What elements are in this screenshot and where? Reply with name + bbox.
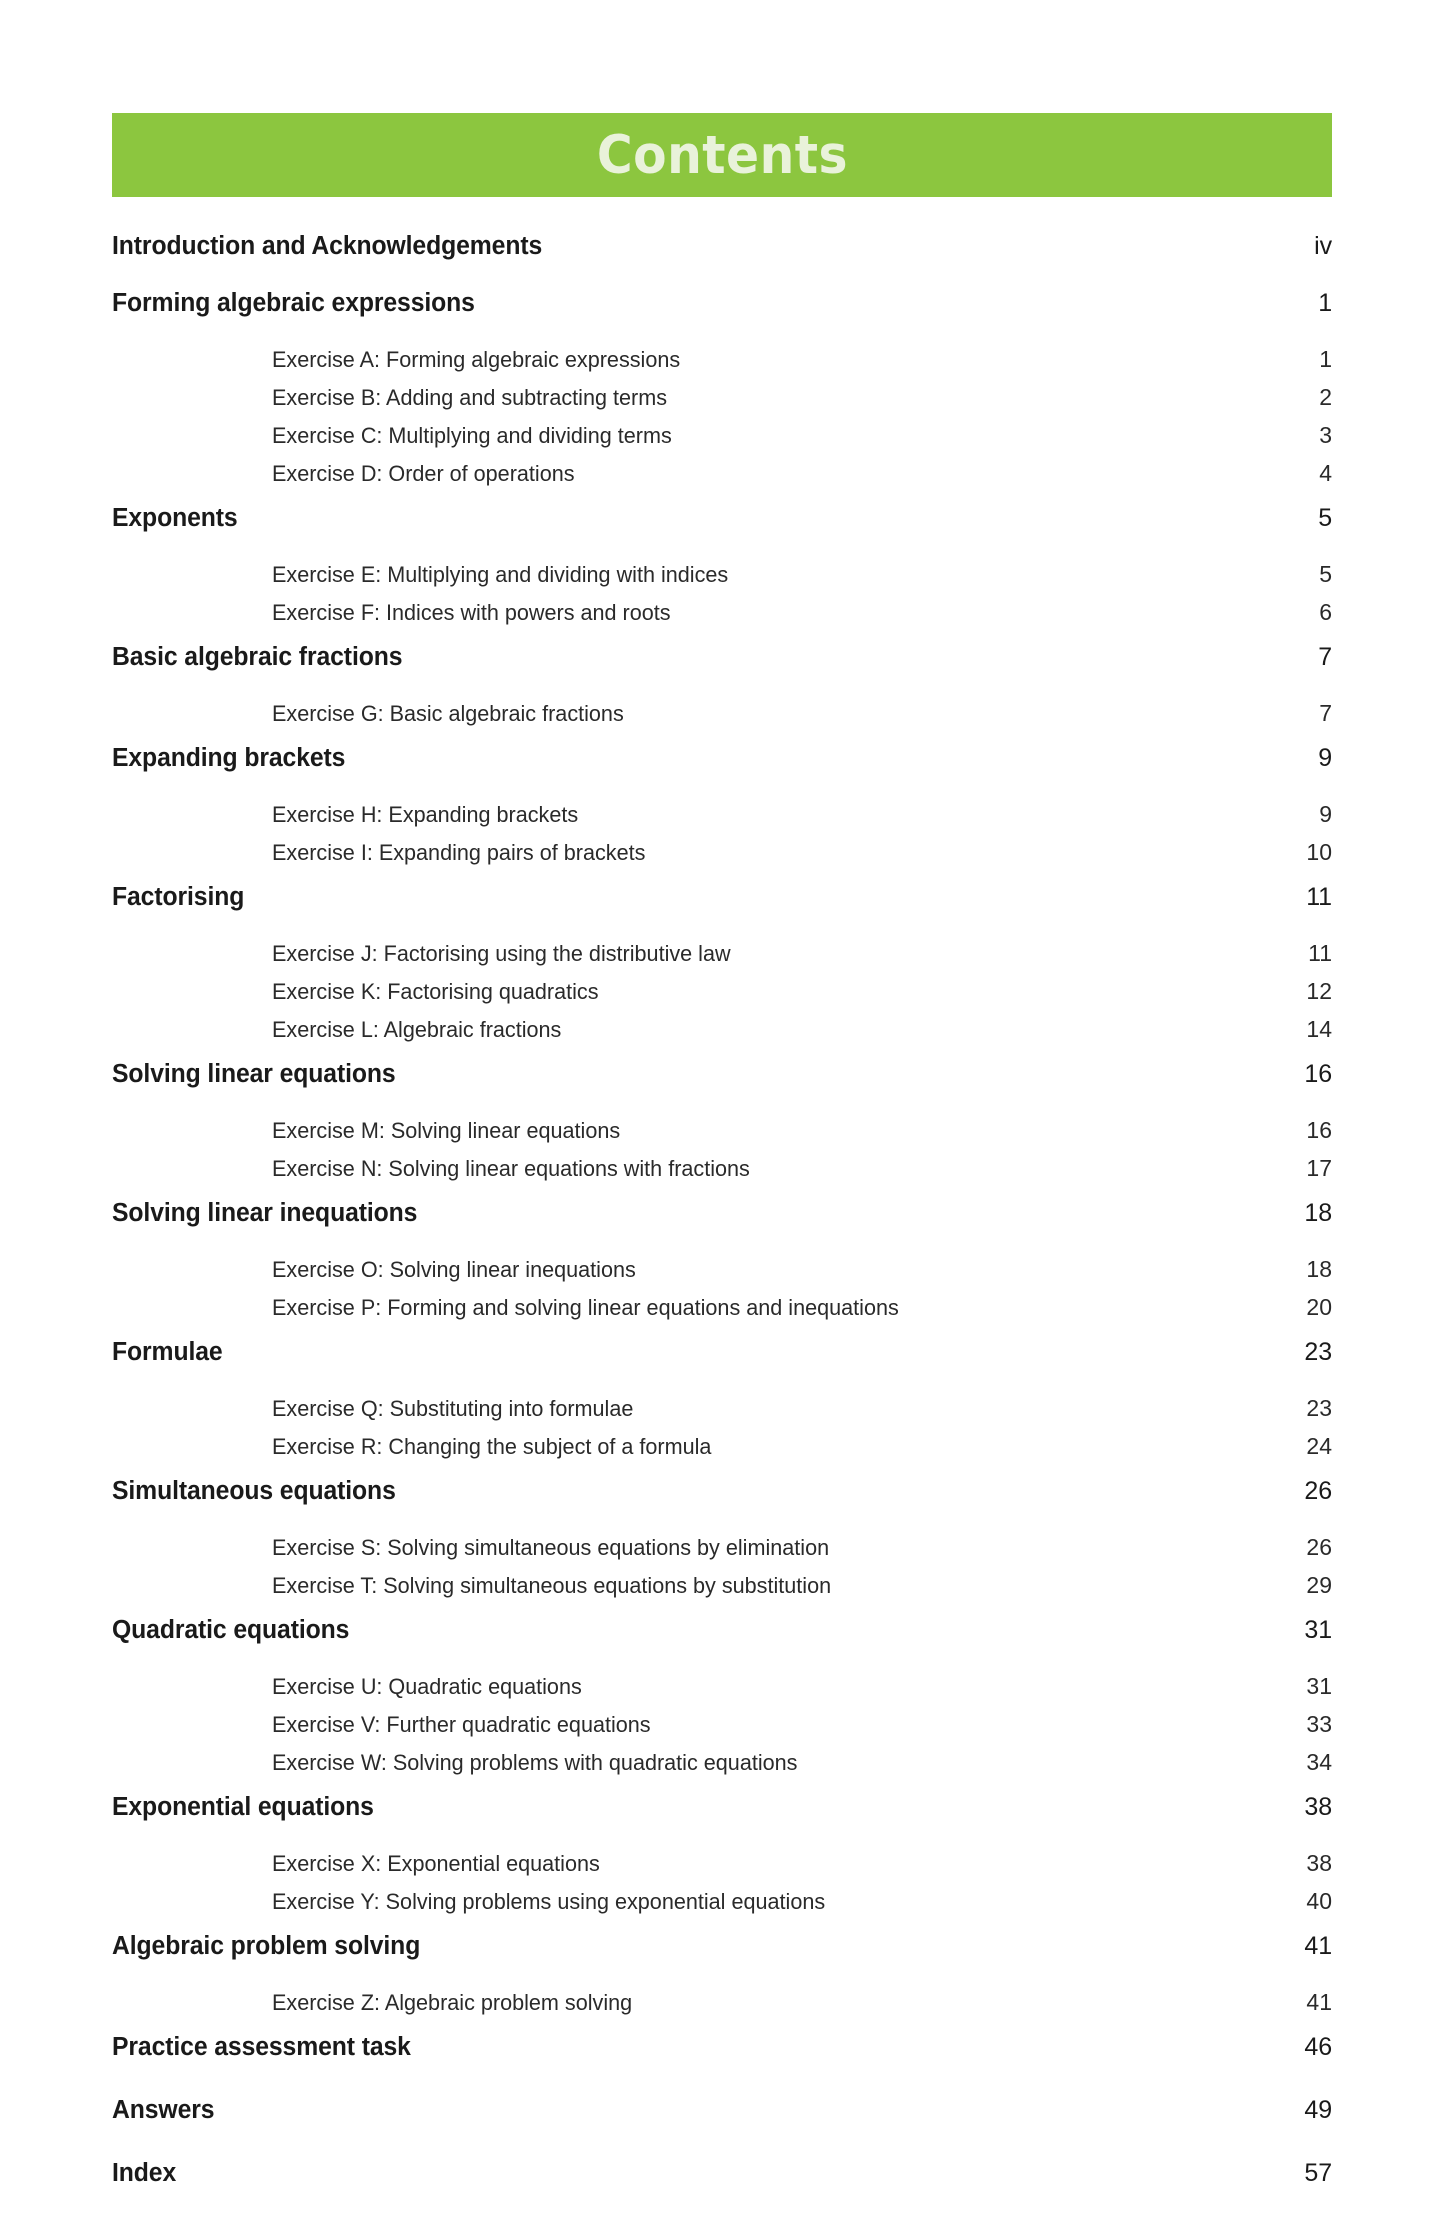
toc-leader-dots: [360, 1672, 1295, 1673]
toc-exercise-label: Exercise C: Multiplying and dividing terms: [272, 423, 672, 448]
toc-page-number: 5: [1319, 561, 1332, 587]
toc-page-number: 2: [1319, 384, 1332, 410]
toc-chapter-label: Introduction and Acknowledgements: [112, 232, 543, 260]
toc-exercise-row[interactable]: [112, 839, 1332, 877]
toc-leader-dots: [229, 1394, 1295, 1395]
toc-chapter-label: Solving linear inequations: [112, 1199, 418, 1227]
toc-page-number: 41: [1304, 1932, 1332, 1960]
toc-exercise-label: Exercise V: Further quadratic equations: [272, 1712, 651, 1737]
toc-page-number: 7: [1318, 643, 1332, 671]
toc-leader-dots: [669, 1748, 1295, 1749]
toc-exercise-row[interactable]: [112, 561, 1332, 599]
toc-exercise-label: Exercise W: Solving problems with quadratic equations: [272, 1750, 798, 1775]
toc-leader-dots: [733, 1470, 1295, 1471]
toc-page-number: 18: [1306, 1256, 1332, 1282]
toc-page-number: 34: [1306, 1749, 1332, 1775]
toc-exercise-label: Exercise H: Expanding brackets: [272, 802, 579, 827]
toc-leader-dots: [664, 876, 1295, 877]
toc-leader-dots: [251, 939, 1295, 940]
toc-exercise-row[interactable]: [112, 1888, 1332, 1926]
toc-leader-dots: [433, 1988, 1295, 1989]
toc-leader-dots: [558, 288, 1295, 289]
toc-exercise-row[interactable]: [112, 940, 1332, 978]
toc-exercise-row[interactable]: [112, 1850, 1332, 1888]
toc-exercise-label: Exercise B: Adding and subtracting terms: [272, 385, 668, 410]
toc-chapter-row[interactable]: [112, 2096, 1332, 2159]
toc-exercise-row[interactable]: [112, 1749, 1332, 1787]
toc-exercise-row[interactable]: [112, 1989, 1332, 2027]
toc-leader-dots: [356, 800, 1295, 801]
toc-exercise-row[interactable]: [112, 599, 1332, 637]
toc-exercise-row[interactable]: [112, 1294, 1332, 1332]
toc-page-number: 23: [1306, 1395, 1332, 1421]
toc-exercise-label: Exercise L: Algebraic fractions: [272, 1017, 562, 1042]
toc-exercise-row[interactable]: [112, 1711, 1332, 1749]
toc-leader-dots: [408, 1533, 1295, 1534]
toc-page-number: 57: [1304, 2159, 1332, 2187]
toc-exercise-label: Exercise U: Quadratic equations: [272, 1674, 582, 1699]
toc-chapter-row[interactable]: [112, 883, 1332, 940]
toc-page-number: 46: [1304, 2033, 1332, 2061]
toc-chapter-label: Index: [112, 2159, 177, 2187]
toc-leader-dots: [489, 345, 1295, 346]
toc-leader-dots: [650, 2026, 1295, 2027]
toc-leader-dots: [773, 1192, 1295, 1193]
toc-leader-dots: [423, 2095, 1295, 2096]
toc-exercise-row[interactable]: [112, 1016, 1332, 1054]
toc-exercise-row[interactable]: [112, 346, 1332, 384]
toc-page-number: 20: [1306, 1294, 1332, 1320]
toc-exercise-row[interactable]: [112, 1433, 1332, 1471]
toc-page-number: 18: [1304, 1199, 1332, 1227]
toc-page-number: 4: [1319, 460, 1332, 486]
toc-exercise-label: Exercise M: Solving linear equations: [272, 1118, 621, 1143]
toc-exercise-row[interactable]: [112, 1673, 1332, 1711]
toc-chapter-label: Practice assessment task: [112, 2033, 411, 2061]
toc-page-number: 5: [1318, 504, 1332, 532]
toc-exercise-row[interactable]: [112, 978, 1332, 1016]
toc-page-number: 17: [1306, 1155, 1332, 1181]
toc-leader-dots: [244, 560, 1295, 561]
toc-leader-dots: [407, 1116, 1295, 1117]
toc-exercise-row[interactable]: [112, 1117, 1332, 1155]
toc-exercise-label: Exercise G: Basic algebraic fractions: [272, 701, 624, 726]
toc-exercise-row[interactable]: [112, 460, 1332, 498]
toc-leader-dots: [654, 1293, 1295, 1294]
toc-page-number: 12: [1306, 978, 1332, 1004]
toc-chapter-label: Factorising: [112, 883, 245, 911]
toc-chapter-row[interactable]: [112, 643, 1332, 700]
toc-chapter-row[interactable]: [112, 1932, 1332, 1989]
toc-leader-dots: [855, 1571, 1295, 1572]
toc-leader-dots: [430, 1255, 1295, 1256]
toc-exercise-row[interactable]: [112, 384, 1332, 422]
toc-chapter-row[interactable]: [112, 232, 1332, 289]
toc-leader-dots: [651, 1432, 1295, 1433]
toc-leader-dots: [641, 737, 1295, 738]
table-of-contents: [112, 232, 1332, 2222]
toc-exercise-label: Exercise E: Multiplying and dividing with indices: [272, 562, 729, 587]
toc-leader-dots: [590, 497, 1295, 498]
toc-chapter-row[interactable]: [112, 1616, 1332, 1673]
toc-leader-dots: [598, 1710, 1295, 1711]
toc-chapter-label: Simultaneous equations: [112, 1477, 396, 1505]
toc-chapter-row[interactable]: [112, 289, 1332, 346]
toc-exercise-label: Exercise N: Solving linear equations with fractions: [272, 1156, 750, 1181]
toc-leader-dots: [615, 1015, 1295, 1016]
toc-leader-dots: [414, 699, 1295, 700]
toc-exercise-label: Exercise O: Solving linear inequations: [272, 1257, 636, 1282]
toc-page-number: 29: [1306, 1572, 1332, 1598]
toc-page-number: 16: [1304, 1060, 1332, 1088]
toc-leader-dots: [750, 598, 1295, 599]
toc-page-number: 31: [1304, 1616, 1332, 1644]
toc-leader-dots: [221, 2158, 1295, 2159]
toc-exercise-label: Exercise Q: Substituting into formulae: [272, 1396, 634, 1421]
toc-page-number: 14: [1306, 1016, 1332, 1042]
toc-page-number: 49: [1304, 2096, 1332, 2124]
toc-exercise-row[interactable]: [112, 801, 1332, 839]
toc-page-number: 38: [1304, 1793, 1332, 1821]
toc-leader-dots: [385, 1849, 1295, 1850]
toc-leader-dots: [857, 1609, 1295, 1610]
toc-exercise-row[interactable]: [112, 1534, 1332, 1572]
toc-page-number: 9: [1318, 744, 1332, 772]
toc-exercise-label: Exercise R: Changing the subject of a formula: [272, 1434, 712, 1459]
toc-exercise-label: Exercise J: Factorising using the distributive law: [272, 941, 731, 966]
toc-exercise-row[interactable]: [112, 1395, 1332, 1433]
toc-chapter-row[interactable]: [112, 1477, 1332, 1534]
toc-exercise-label: Exercise S: Solving simultaneous equations by elimination: [272, 1535, 830, 1560]
toc-exercise-label: Exercise X: Exponential equations: [272, 1851, 600, 1876]
page-title: Contents: [596, 124, 848, 186]
toc-chapter-row[interactable]: [112, 1793, 1332, 1850]
toc-leader-dots: [576, 1053, 1295, 1054]
toc-chapter-label: Forming algebraic expressions: [112, 289, 475, 317]
toc-chapter-row[interactable]: [112, 1060, 1332, 1117]
toc-chapter-label: Answers: [112, 2096, 215, 2124]
toc-exercise-label: Exercise K: Factorising quadratics: [272, 979, 599, 1004]
toc-page-number: 10: [1306, 839, 1332, 865]
toc-page-number: 31: [1306, 1673, 1332, 1699]
toc-leader-dots: [691, 459, 1295, 460]
toc-chapter-label: Expanding brackets: [112, 744, 346, 772]
toc-page-number: 40: [1306, 1888, 1332, 1914]
toc-exercise-label: Exercise T: Solving simultaneous equations by substitution: [272, 1573, 832, 1598]
toc-page-number: 6: [1319, 599, 1332, 625]
toc-leader-dots: [616, 1887, 1295, 1888]
toc-exercise-label: Exercise I: Expanding pairs of brackets: [272, 840, 646, 865]
toc-chapter-label: Solving linear equations: [112, 1060, 396, 1088]
toc-page-number: 11: [1308, 940, 1332, 966]
toc-leader-dots: [700, 383, 1295, 384]
toc-exercise-row[interactable]: [112, 422, 1332, 460]
toc-exercise-label: Exercise P: Forming and solving linear equations and inequations: [272, 1295, 899, 1320]
toc-page-number: 23: [1304, 1338, 1332, 1366]
toc-page-number: 38: [1306, 1850, 1332, 1876]
toc-page-number: 24: [1306, 1433, 1332, 1459]
toc-chapter-row[interactable]: [112, 1199, 1332, 1256]
toc-chapter-row[interactable]: [112, 504, 1332, 561]
toc-leader-dots: [928, 1331, 1295, 1332]
toc-chapter-label: Exponential equations: [112, 1793, 374, 1821]
toc-page-number: 16: [1306, 1117, 1332, 1143]
toc-leader-dots: [690, 636, 1295, 637]
toc-exercise-row[interactable]: [112, 1155, 1332, 1193]
toc-exercise-label: Exercise Y: Solving problems using exponential equations: [272, 1889, 826, 1914]
toc-leader-dots: [753, 977, 1295, 978]
toc-page-number: 11: [1306, 883, 1332, 911]
toc-chapter-label: Exponents: [112, 504, 238, 532]
toc-chapter-label: Quadratic equations: [112, 1616, 350, 1644]
toc-exercise-label: Exercise Z: Algebraic problem solving: [272, 1990, 633, 2015]
toc-leader-dots: [686, 421, 1295, 422]
toc-leader-dots: [638, 1154, 1295, 1155]
toc-exercise-label: Exercise D: Order of operations: [272, 461, 575, 486]
toc-page-number: 41: [1306, 1989, 1332, 2015]
toc-page-number: 9: [1319, 801, 1332, 827]
toc-chapter-row[interactable]: [112, 2159, 1332, 2222]
toc-chapter-row[interactable]: [112, 2033, 1332, 2096]
toc-chapter-label: Basic algebraic fractions: [112, 643, 403, 671]
toc-chapter-row[interactable]: [112, 1338, 1332, 1395]
toc-page-number: iv: [1314, 232, 1332, 260]
toc-chapter-label: Algebraic problem solving: [112, 1932, 421, 1960]
toc-page-number: 33: [1306, 1711, 1332, 1737]
toc-page-number: 1: [1319, 346, 1332, 372]
toc-chapter-row[interactable]: [112, 744, 1332, 801]
toc-exercise-label: Exercise F: Indices with powers and roots: [272, 600, 671, 625]
toc-exercise-label: Exercise A: Forming algebraic expressions: [272, 347, 681, 372]
contents-banner: [112, 113, 1332, 197]
toc-page-number: 1: [1318, 289, 1332, 317]
toc-exercise-row[interactable]: [112, 1256, 1332, 1294]
toc-exercise-row[interactable]: [112, 1572, 1332, 1610]
toc-page-number: 26: [1304, 1477, 1332, 1505]
toc-leader-dots: [851, 1925, 1295, 1926]
toc-page-number: 26: [1306, 1534, 1332, 1560]
toc-page-number: 7: [1319, 700, 1332, 726]
toc-exercise-row[interactable]: [112, 700, 1332, 738]
toc-chapter-label: Formulae: [112, 1338, 223, 1366]
toc-page-number: 3: [1319, 422, 1332, 448]
toc-leader-dots: [594, 838, 1295, 839]
toc-leader-dots: [822, 1786, 1295, 1787]
